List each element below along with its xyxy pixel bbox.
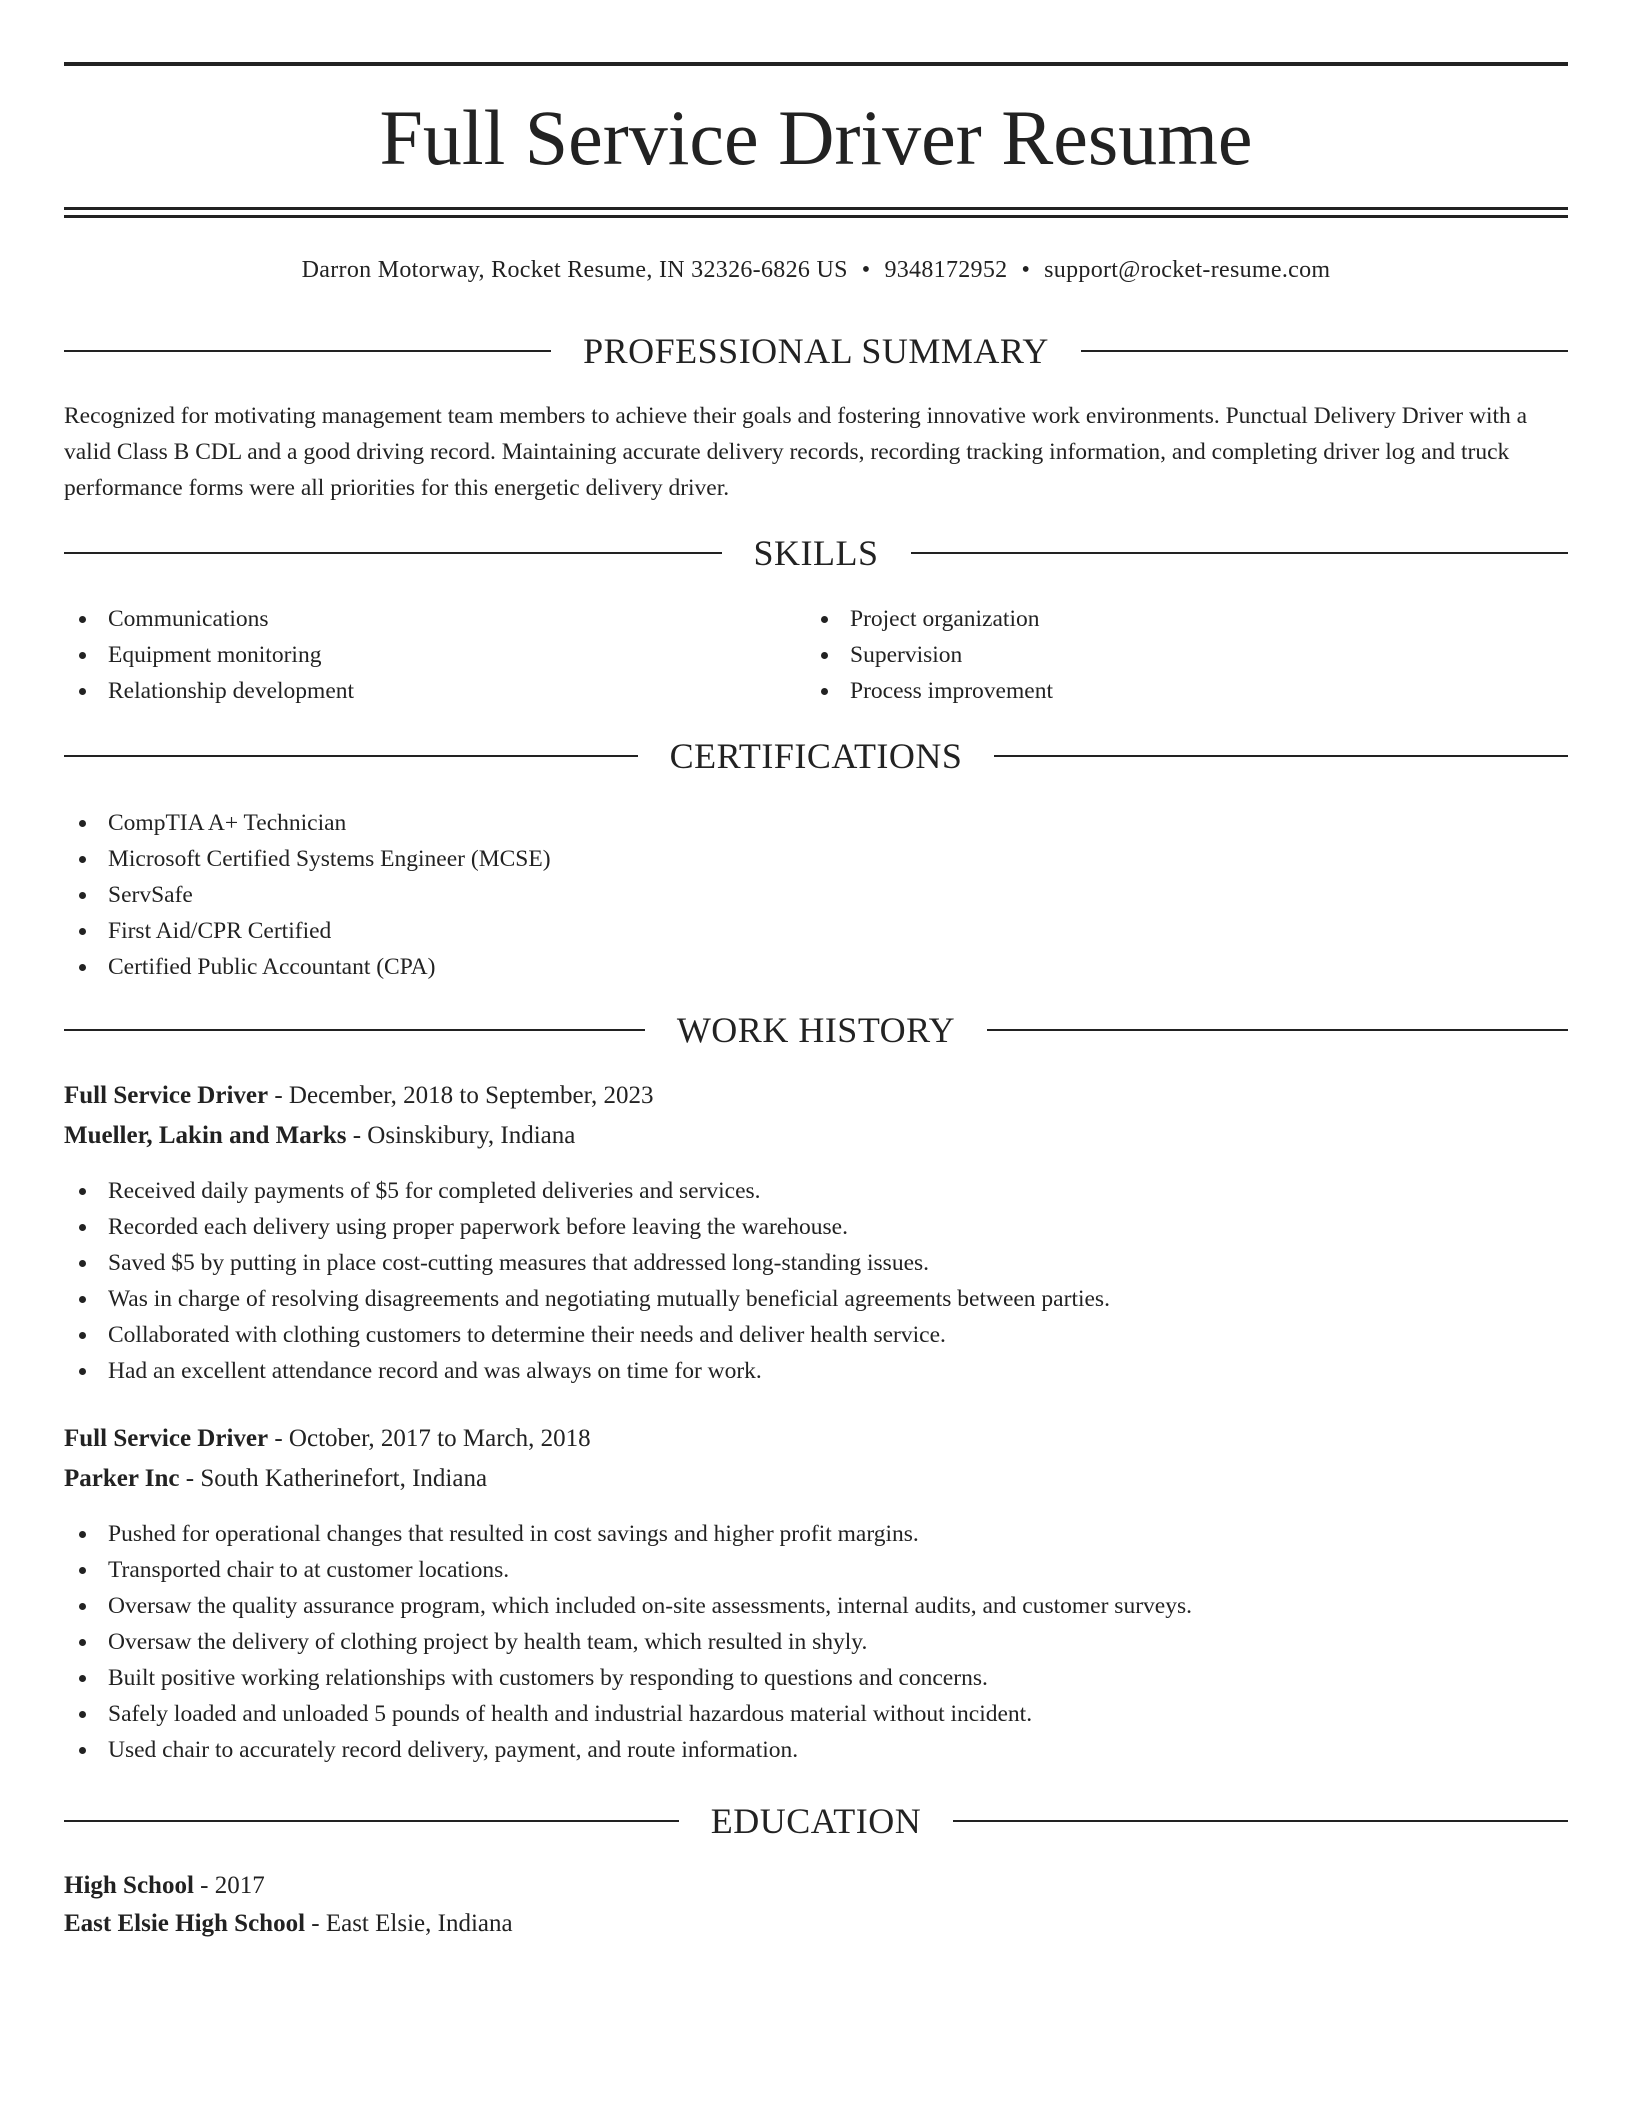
job-duty-item: Safely loaded and unloaded 5 pounds of health and industrial hazardous material without incident. [64, 1696, 1464, 1732]
section-title: PROFESSIONAL SUMMARY [583, 331, 1049, 371]
title-rule-lower [64, 215, 1568, 218]
section-rule [911, 552, 1569, 554]
job-company: Mueller, Lakin and Marks [64, 1122, 347, 1149]
job-company: Parker Inc [64, 1465, 180, 1492]
job-duty-item: Had an excellent attendance record and was always on time for work. [64, 1353, 1464, 1389]
certification-item: Certified Public Accountant (CPA) [64, 949, 1064, 985]
job-duty-item: Collaborated with clothing customers to determine their needs and deliver health service. [64, 1317, 1464, 1353]
section-rule [953, 1820, 1568, 1822]
job-duties-list [64, 1516, 1464, 1768]
top-rule [64, 62, 1568, 66]
section-title: SKILLS [753, 533, 879, 573]
contact-line [64, 254, 1568, 286]
job-duty-item: Oversaw the quality assurance program, which included on-site assessments, internal audits, and customer surveys. [64, 1588, 1464, 1624]
job-duty-item: Was in charge of resolving disagreements and negotiating mutually beneficial agreements between parties. [64, 1281, 1464, 1317]
skill-item: Relationship development [64, 673, 764, 709]
section-header-education [64, 1799, 1568, 1843]
certification-item: CompTIA A+ Technician [64, 805, 1064, 841]
job-title: Full Service Driver [64, 1082, 269, 1109]
section-title: CERTIFICATIONS [669, 736, 963, 776]
skills-list-left [64, 601, 764, 709]
job-location: - Osinskibury, Indiana [346, 1122, 576, 1149]
education-year: - 2017 [193, 1872, 265, 1899]
title-rule-upper [64, 207, 1568, 210]
skill-item: Equipment monitoring [64, 637, 764, 673]
job-dates: - October, 2017 to March, 2018 [268, 1425, 591, 1452]
contact-email[interactable]: support@rocket-resume.com [1044, 257, 1331, 283]
job-location: - South Katherinefort, Indiana [179, 1465, 488, 1492]
skill-item: Supervision [806, 637, 1506, 673]
job-duty-item: Oversaw the delivery of clothing project by health team, which resulted in shyly. [64, 1624, 1464, 1660]
job-duty-item: Received daily payments of $5 for completed deliveries and services. [64, 1173, 1464, 1209]
education-school-line [64, 1906, 1568, 1942]
education-school: East Elsie High School [64, 1910, 306, 1937]
section-rule [1081, 350, 1568, 352]
education-location: - East Elsie, Indiana [305, 1910, 513, 1937]
job-company-line [64, 1118, 1568, 1154]
skill-item: Process improvement [806, 673, 1506, 709]
section-rule [64, 1820, 679, 1822]
skill-item: Communications [64, 601, 764, 637]
job-duty-item: Used chair to accurately record delivery, payment, and route information. [64, 1732, 1464, 1768]
job-duty-item: Pushed for operational changes that resulted in cost savings and higher profit margins. [64, 1516, 1464, 1552]
section-header-summary [64, 329, 1568, 373]
job-duty-item: Recorded each delivery using proper paperwork before leaving the warehouse. [64, 1209, 1464, 1245]
contact-phone: 9348172952 [884, 257, 1008, 283]
skill-item: Project organization [806, 601, 1506, 637]
skills-list-right [806, 601, 1506, 709]
education-degree: High School [64, 1872, 194, 1899]
section-rule [994, 755, 1568, 757]
job-duty-item: Transported chair to at customer locations. [64, 1552, 1464, 1588]
certification-item: Microsoft Certified Systems Engineer (MCSE) [64, 841, 1064, 877]
education-degree-line [64, 1868, 1568, 1904]
job-dates: - December, 2018 to September, 2023 [268, 1082, 654, 1109]
section-rule [987, 1029, 1568, 1031]
contact-separator: • [1021, 257, 1031, 283]
job-title-line [64, 1421, 1568, 1457]
section-rule [64, 552, 722, 554]
section-title: WORK HISTORY [676, 1010, 956, 1050]
section-header-certifications [64, 734, 1568, 778]
job-duty-item: Built positive working relationships with customers by responding to questions and concerns. [64, 1660, 1464, 1696]
section-rule [64, 1029, 645, 1031]
job-duties-list [64, 1173, 1464, 1389]
job-title: Full Service Driver [64, 1425, 269, 1452]
section-header-skills [64, 531, 1568, 575]
section-rule [64, 350, 551, 352]
job-title-line [64, 1078, 1568, 1114]
certifications-list [64, 805, 1064, 985]
job-company-line [64, 1461, 1568, 1497]
job-duty-item: Saved $5 by putting in place cost-cutting measures that addressed long-standing issues. [64, 1245, 1464, 1281]
contact-address: Darron Motorway, Rocket Resume, IN 32326-6826 US [301, 257, 848, 283]
section-header-work-history [64, 1008, 1568, 1052]
certification-item: First Aid/CPR Certified [64, 913, 1064, 949]
certification-item: ServSafe [64, 877, 1064, 913]
section-rule [64, 755, 638, 757]
contact-separator: • [861, 257, 871, 283]
section-title: EDUCATION [710, 1801, 922, 1841]
summary-text: Recognized for motivating management team members to achieve their goals and fostering innovative work environments. Punctual Delivery Driver with a valid Class B CDL and a good driving record. Maintaining accurate delivery records, recording tracking information, and completing driver log and truck performance forms were all priorities for this energetic delivery driver. [64, 403, 1528, 501]
resume-title: Full Service Driver Resume [379, 94, 1253, 181]
